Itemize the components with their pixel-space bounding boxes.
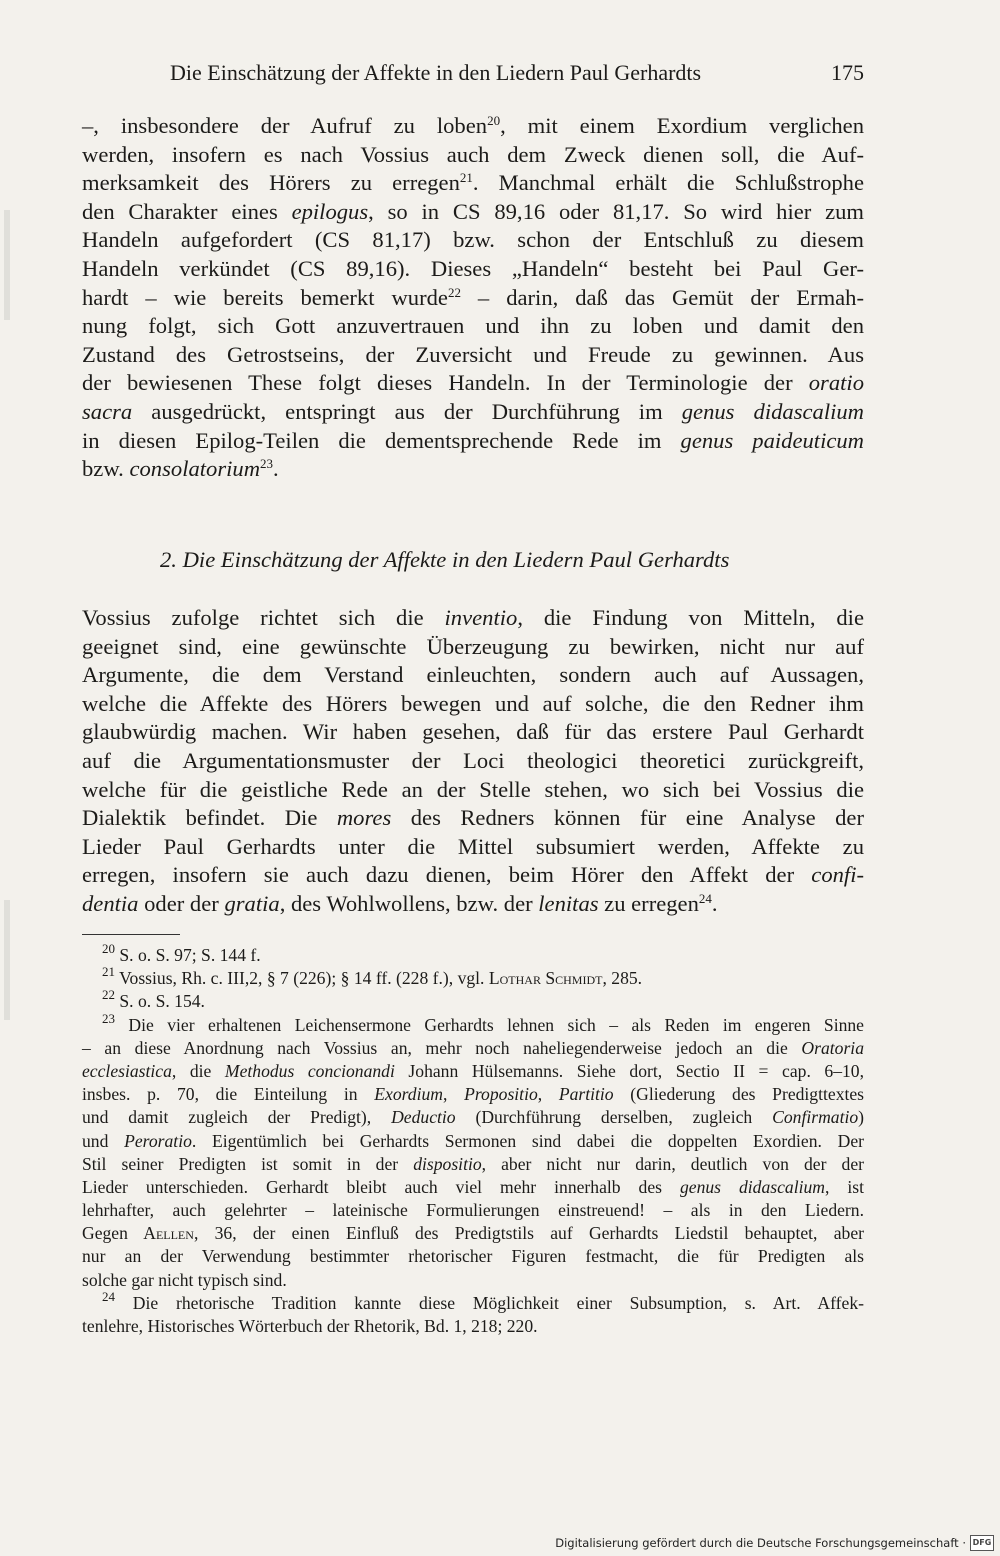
text-line: hardt – wie bereits bemerkt wurde$^{22}$ – darin, daß das Gemüt der Ermah- (82, 284, 864, 310)
footnote-23-line: – an diese Anordnung nach Vossius an, mehr noch naheliegenderweise jedoch an die Oratoria (82, 1037, 864, 1058)
footnote-23-line: solche gar nicht typisch sind. (82, 1269, 287, 1290)
paragraph-1 (82, 112, 864, 484)
footnote-22: $^{22}$ S. o. S. 154. (102, 987, 205, 1012)
footnote-23-line: Lieder unterschieden. Gerhardt bleibt auch viel mehr innerhalb des genus didascalium, ist (82, 1176, 864, 1197)
footnote-23-line: und damit zugleich der Predigt), Deductio (Durchführung derselben, zugleich Confirmatio) (82, 1107, 865, 1128)
footnote-23-line: Stil seiner Predigten ist somit in der dispositio, aber nicht nur darin, deutlich von der der (82, 1153, 864, 1174)
text-line: werden, insofern es nach Vossius auch dem Zweck dienen soll, die Auf- (82, 141, 864, 167)
text-line: auf die Argumentationsmuster der Loci theologici theoretici zurückgreift, (82, 747, 864, 773)
digitization-footer (555, 1534, 994, 1552)
text-line: geeignet sind, eine gewünschte Überzeugung zu bewirken, nicht nur auf (82, 633, 864, 659)
footnote-24-line: tenlehre, Historisches Wörterbuch der Rhetorik, Bd. 1, 218; 220. (82, 1316, 538, 1336)
running-title: Die Einschätzung der Affekte in den Liedern Paul Gerhardts (170, 60, 702, 85)
footnote-23-line: lehrhafter, auch gelehrter – lateinische Formulierungen einstreuend! – als in den Liedern. (82, 1200, 864, 1221)
footnote-21: $^{21}$ Vossius, Rh. c. III,2, § 7 (226); § 14 ff. (228 f.), vgl. Lothar Schmidt, 285. (102, 964, 643, 989)
text-line: Dialektik befindet. Die mores des Redners können für eine Analyse der (82, 805, 864, 831)
footnote-24: $^{24}$ Die rhetorische Tradition kannte diese Möglichkeit einer Subsumption, s. Art. Affek- (102, 1288, 864, 1313)
text-line: merksamkeit des Hörers zu erregen$^{21}$. Manchmal erhält die Schlußstrophe (82, 170, 864, 196)
dfg-logo-icon: DFG (970, 1535, 994, 1551)
footnote-23: $^{23}$ Die vier erhaltenen Leichensermone Gerhardts lehnen sich – als Reden im engeren Sinne (102, 1010, 864, 1035)
footnote-23-line: nur an der Verwendung bestimmter rhetorischer Figuren festmacht, die für Predigten als (82, 1246, 864, 1267)
text-line: Handeln aufgefordert (CS 81,17) bzw. schon der Entschluß zu diesem (82, 227, 864, 253)
running-header (170, 58, 864, 88)
footnotes (82, 941, 865, 1338)
text-line: welche die Affekte des Hörers bewegen und auf solche, die den Redner ihm (82, 690, 864, 716)
text-line: Argumente, die dem Verstand einleuchten, sondern auch auf Aussagen, (82, 662, 864, 688)
paragraph-2 (82, 604, 864, 919)
text-line: nung folgt, sich Gott anzuvertrauen und ihn zu loben und damit den (82, 313, 864, 339)
text-line: Vossius zufolge richtet sich die inventio, die Findung von Mitteln, die (82, 605, 864, 630)
text-line: erregen, insofern sie auch dazu dienen, beim Hörer den Affekt der confi- (82, 862, 864, 888)
text-line: –, insbesondere der Aufruf zu loben$^{20}$, mit einem Exordium verglichen (82, 113, 864, 138)
text-line: glaubwürdig machen. Wir haben gesehen, daß für das erstere Paul Gerhardt (82, 719, 864, 745)
text-line: Zustand des Getrostseins, der Zuversicht und Freude zu gewinnen. Aus (82, 341, 864, 367)
text-line: welche für die geistliche Rede an der Stelle stehen, wo sich bei Vossius die (82, 776, 864, 802)
text-line: dentia oder der gratia, des Wohlwollens, bzw. der lenitas zu erregen$^{24}$. (82, 890, 718, 916)
text-line: Lieder Paul Gerhardts unter die Mittel subsumiert werden, Affekte zu (82, 833, 864, 859)
text-line: sacra ausgedrückt, entspringt aus der Durchführung im genus didascalium (82, 398, 864, 424)
text-line: bzw. consolatorium$^{23}$. (82, 456, 279, 482)
footer-text: Digitalisierung gefördert durch die Deutsche Forschungsgemeinschaft · (555, 1536, 966, 1550)
section-heading: 2. Die Einschätzung der Affekte in den Liedern Paul Gerhardts (160, 547, 730, 572)
footnote-20: $^{20}$ S. o. S. 97; S. 144 f. (102, 941, 261, 965)
scan-margin-artifact (4, 210, 10, 320)
scan-margin-artifact (4, 900, 10, 1020)
text-line: den Charakter eines epilogus, so in CS 89,16 oder 81,17. So wird hier zum (82, 198, 864, 224)
page-number: 175 (831, 60, 864, 85)
text-line: der bewiesenen These folgt dieses Handeln. In der Terminologie der oratio (82, 370, 864, 396)
footnote-23-line: ecclesiastica, die Methodus concionandi Johann Hülsemanns. Siehe dort, Sectio II = cap. 6–10, (82, 1060, 864, 1081)
text-line: in diesen Epilog-Teilen die dementsprechende Rede im genus paideuticum (82, 427, 864, 453)
footnote-23-line: insbes. p. 70, die Einteilung in Exordium, Propositio, Partitio (Gliederung des Predigttextes (82, 1084, 865, 1105)
footnote-23-line: und Peroratio. Eigentümlich bei Gerhardts Sermonen sind dabei die doppelten Exordien. Der (82, 1130, 864, 1151)
footnote-23-line: Gegen Aellen, 36, der einen Einfluß des Predigtstils auf Gerhardts Liedstil behauptet, aber (82, 1223, 864, 1244)
text-line: Handeln verkündet (CS 89,16). Dieses „Handeln“ besteht bei Paul Ger- (82, 255, 864, 281)
footnote-separator (82, 934, 180, 935)
